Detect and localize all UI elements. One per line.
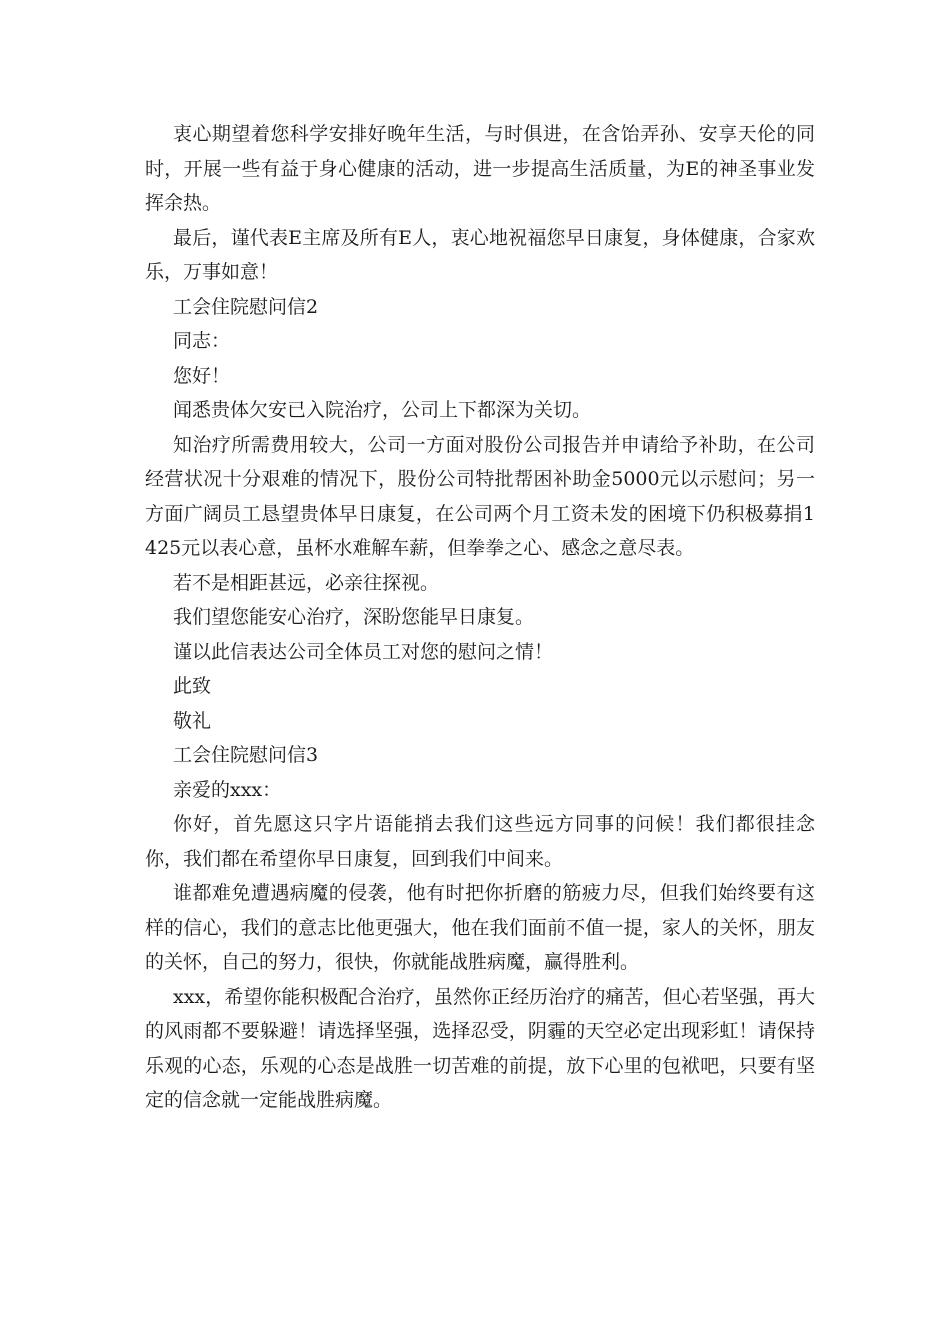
closing-jingli: 敬礼	[173, 709, 212, 732]
paragraph-regards: 你好，首先愿这只字片语能捎去我们这些远方同事的问候！我们都很挂念你，我们都在希望你早日康复，回到我们中间来。	[145, 813, 815, 870]
paragraph-confidence: 谁都难免遭遇病魔的侵袭，他有时把你折磨的筋疲力尽，但我们始终要有这样的信心，我们的意志比他更强大，他在我们面前不值一提，家人的关怀，朋友的关怀，自己的努力，很快，你就能战胜病魔，赢得胜利。	[145, 882, 815, 973]
closing-cizhi: 此致	[173, 675, 212, 697]
letter-title-2: 工会住院慰问信2	[173, 295, 319, 318]
salutation-dear: 亲爱的xxx：	[173, 778, 282, 801]
paragraph-wishes-retirement: 衷心期望着您科学安排好晚年生活，与时俱进，在含饴弄孙、安享天伦的同时，开展一些有益于身心健康的活动，进一步提高生活质量，为E的神圣事业发挥余热。	[145, 123, 815, 214]
salutation: 同志：	[173, 330, 231, 352]
paragraph-subsidy: 知治疗所需费用较大，公司一方面对股份公司报告并申请给予补助，在公司经营状况十分艰难的情况下，股份公司特批帮困补助金5000元以示慰问；另一方面广阔员工恳望贵体早日康复，在公司两个月工资未发的困境下仍积极募捐1425元以表心意，虽杯水难解车薪，但拳拳之心、感念之意尽表。	[145, 433, 815, 559]
paragraph-hope-recovery: 我们望您能安心治疗，深盼您能早日康复。	[173, 606, 535, 628]
greeting: 您好！	[173, 364, 231, 387]
letter-title-3: 工会住院慰问信3	[173, 744, 319, 766]
paragraph-closing-blessing: 最后，谨代表E主席及所有E人，衷心地祝福您早日康复，身体健康，合家欢乐，万事如意！	[145, 226, 815, 283]
paragraph-condolence: 谨以此信表达公司全体员工对您的慰问之情！	[173, 640, 554, 663]
paragraph-distance: 若不是相距甚远，必亲往探视。	[173, 571, 440, 594]
letter-body	[145, 117, 815, 1118]
paragraph-encouragement: xxx，希望你能积极配合治疗，虽然你正经历治疗的痛苦，但心若坚强，再大的风雨都不要躲避！请选择坚强，选择忍受，阴霾的天空必定出现彩虹！请保持乐观的心态，乐观的心态是战胜一切苦难的前提，放下心里的包袱吧，只要有坚定的信念就一定能战胜病魔。	[145, 985, 815, 1111]
paragraph-concern: 闻悉贵体欠安已入院治疗，公司上下都深为关切。	[173, 399, 592, 421]
